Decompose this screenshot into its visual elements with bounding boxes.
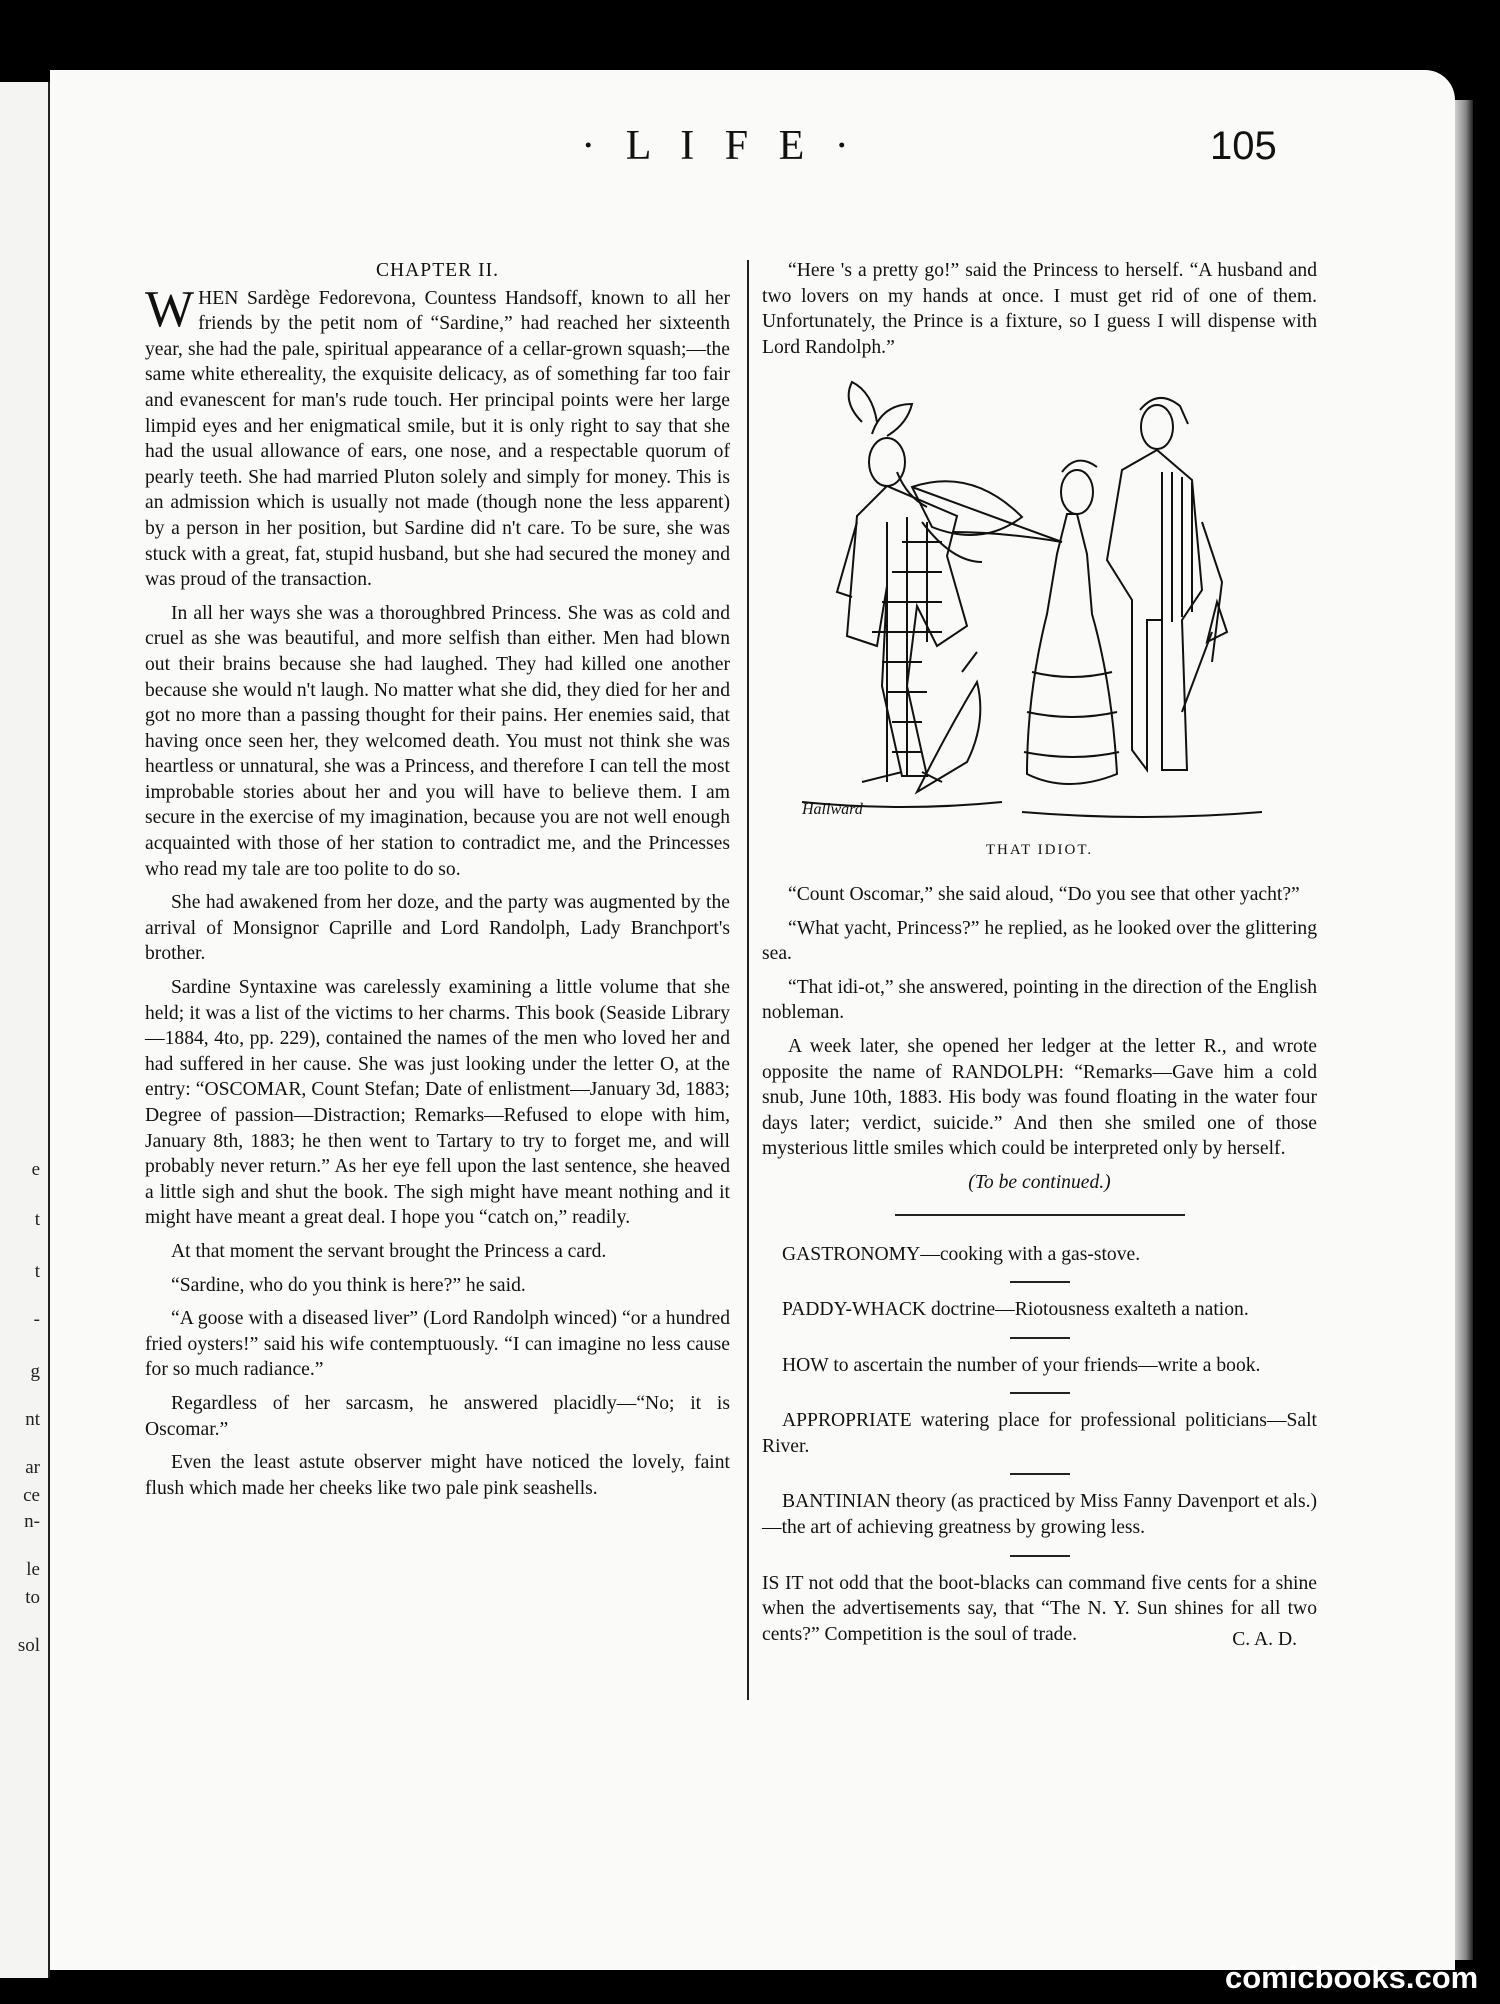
sliver-text: le — [26, 1559, 40, 1580]
sliver-text: sol — [17, 1635, 40, 1656]
joke-divider — [1010, 1555, 1070, 1557]
section-divider — [895, 1214, 1185, 1216]
sliver-text: t — [34, 1261, 40, 1282]
story-paragraph: A week later, she opened her ledger at the letter R., and wrote opposite the name of RANDOLPH: “Remarks—Gave him a cold snub, June 10th, 1883. His body was found floating in the water four days later; verdict, suicide.” And then she smiled one of those mysterious little smiles which could be interpreted only by herself. — [762, 1035, 1317, 1160]
left-column — [145, 258, 730, 1509]
illustration-caption: THAT IDIOT. — [985, 842, 1094, 859]
intro-paragraph: “Here 's a pretty go!” said the Princess to herself. “A husband and two lovers on my hands at once. I must get rid of one of them. Unfortunately, the Prince is a fixture, so I guess I will dispense with Lord Randolph.” — [762, 260, 1317, 358]
joke-divider — [1010, 1281, 1070, 1283]
column-divider — [747, 260, 749, 1700]
jokes-list — [762, 1242, 1317, 1557]
sliver-text: n- — [24, 1511, 40, 1532]
sliver-text: - — [33, 1309, 40, 1330]
story-paragraph: In all her ways she was a thoroughbred Princess. She was as cold and cruel as she was beautiful, and more selfish than either. Men had blown out their brains because she had laughed. They had killed one another because she would n't laugh. No matter what she did, they died for her and got no more than a passing thought for their pains. Her enemies said, that having once seen her, they welcomed death. You must not think she was heartless or unnatural, she was a Princess, and therefore I can tell the most improbable stories about her and you will have to believe them. I am secure in the exercise of my imagination, because you are not well enough acquainted with those of her station to contradict me, and the Princesses who read my tale are too polite to do so. — [145, 602, 730, 880]
right-column-text — [762, 882, 1317, 1162]
left-column-text — [145, 280, 730, 1502]
chapter-heading: CHAPTER II. — [375, 260, 500, 281]
story-paragraph: “Sardine, who do you think is here?” he said. — [171, 1274, 526, 1296]
illustration-signature: Hallward — [802, 801, 863, 819]
story-paragraph: Regardless of her sarcasm, he answered placidly—“No; it is Oscomar.” — [145, 1392, 730, 1440]
story-paragraph: At that moment the servant brought the Princess a card. — [171, 1240, 607, 1262]
joke-item: HOW to ascertain the number of your friends—write a book. — [782, 1354, 1261, 1376]
joke-divider — [1010, 1392, 1070, 1394]
right-column — [762, 258, 1317, 1653]
sliver-text: nt — [25, 1409, 40, 1430]
story-paragraph: “A goose with a diseased liver” (Lord Randolph winced) “or a hundred fried oysters!” said his wife contemptuously. “I can imagine no less cause for so much radiance.” — [145, 1308, 730, 1381]
illustration-drawing — [762, 372, 1322, 832]
illustration — [762, 372, 1322, 832]
masthead-title: · L I F E · — [581, 123, 859, 169]
masthead — [0, 122, 1500, 182]
previous-page-edge — [0, 82, 50, 1978]
story-paragraph: “That idi-ot,” she answered, pointing in the direction of the English nobleman. — [762, 976, 1317, 1024]
story-paragraph: Even the least astute observer might have noticed the lovely, faint flush which made her cheeks like two pale pink seashells. — [145, 1452, 730, 1499]
sliver-text: ar — [25, 1457, 40, 1478]
watermark-brand: comicbooks.com — [1225, 1960, 1479, 1995]
sliver-text: t — [34, 1209, 40, 1230]
closing-paragraph: IS IT not odd that the boot-blacks can command five cents for a shine when the advertisements say, that “The N. Y. Sun shines for all two cents?” Competition is the soul of trade. — [762, 1572, 1317, 1645]
joke-divider — [1010, 1473, 1070, 1475]
closing-signature: C. A. D. — [1232, 1629, 1297, 1651]
story-paragraph: “What yacht, Princess?” he replied, as he looked over the glittering sea. — [762, 917, 1317, 965]
story-paragraph: “Count Oscomar,” she said aloud, “Do you see that other yacht?” — [788, 883, 1300, 905]
sliver-text: to — [25, 1587, 40, 1608]
joke-item: BANTINIAN theory (as practiced by Miss Fanny Davenport et als.)—the art of achieving greatness by growing less. — [762, 1491, 1317, 1539]
joke-item: PADDY-WHACK doctrine—Riotousness exalteth a nation. — [782, 1299, 1249, 1321]
joke-item: GASTRONOMY—cooking with a gas-stove. — [782, 1243, 1141, 1265]
story-paragraph: She had awakened from her doze, and the party was augmented by the arrival of Monsignor Caprille and Lord Randolph, Lady Branchport's brother. — [145, 892, 730, 965]
story-paragraph: WHEN Sardège Fedorevona, Countess Handsoff, known to all her friends by the petit nom of “Sardine,” had reached her sixteenth year, she had the pale, spiritual appearance of a cellar-grown squash;—the same white ethereality, the exquisite delicacy, as of something far too fair and evanescent for man's rude touch. Her principal points were her large limpid eyes and her enigmatical smile, but it is only right to say that she had the usual allowance of ears, one nose, and a respectable quorum of pearly teeth. She had married Pluton solely and simply for money. This is an admission which is usually not made (though none the less apparent) by a person in her position, but Sardine did n't care. To be sure, she was stuck with a great, fat, stupid husband, but she had secured the money and was proud of the transaction. — [145, 280, 730, 591]
sliver-text: e — [31, 1159, 40, 1180]
page-stack-edge — [1455, 100, 1473, 1960]
to-be-continued: (To be continued.) — [968, 1171, 1111, 1193]
story-paragraph: Sardine Syntaxine was carelessly examining a little volume that she held; it was a list of the victims to her charms. This book (Seaside Library—1884, 4to, pp. 229), contained the names of the men who loved her and had suffered in her cause. She was just looking under the letter O, at the entry: “OSCOMAR, Count Stefan; Date of enlistment—January 3d, 1883; Degree of passion—Distraction; Remarks—Refused to elope with him, January 8th, 1883; he then went to Tartary to try to forget me, and will probably never return.” As her eye fell upon the last sentence, she heaved a little sigh and shut the book. The sigh might have meant nothing and it might have meant a great deal. I hope you “catch on,” readily. — [145, 977, 730, 1229]
joke-divider — [1010, 1337, 1070, 1339]
sliver-text: g — [30, 1361, 40, 1382]
page-number: 105 — [1210, 124, 1277, 168]
joke-item: APPROPRIATE watering place for professional politicians—Salt River. — [762, 1410, 1317, 1457]
sliver-text: ce — [23, 1485, 40, 1506]
